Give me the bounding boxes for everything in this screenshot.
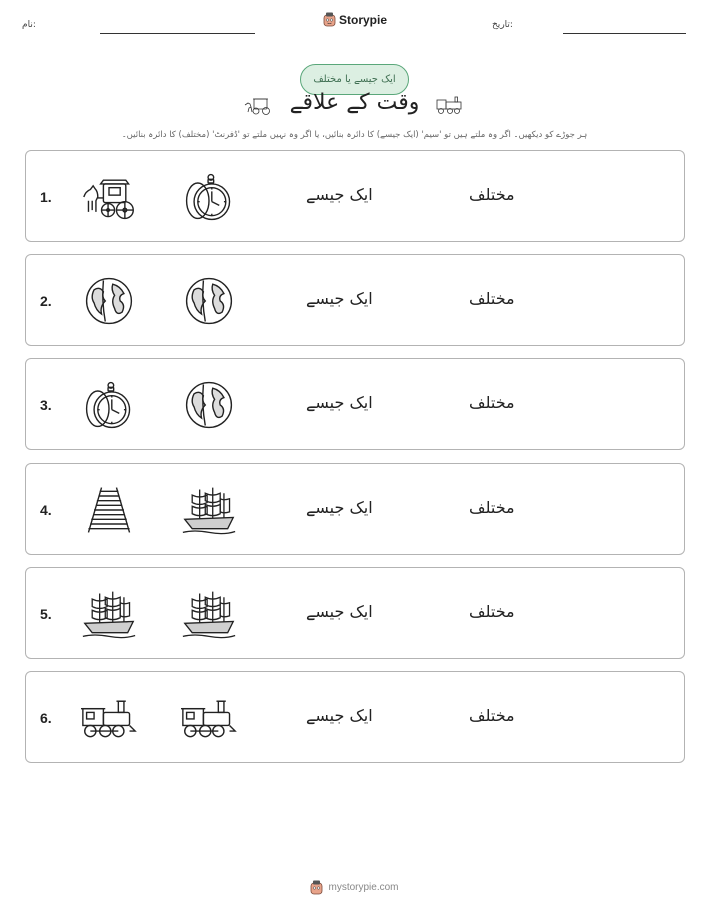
question-row [25, 463, 685, 555]
question-row [25, 567, 685, 659]
railway-track-icon [81, 484, 137, 536]
sailing-ship-icon [81, 588, 137, 640]
worksheet-type-badge: ایک جیسے یا مختلف [300, 64, 409, 95]
steam-train-icon [435, 94, 465, 116]
same-option[interactable]: ایک جیسے [306, 185, 373, 204]
name-field[interactable] [100, 33, 255, 34]
question-row [25, 671, 685, 763]
date-field[interactable] [563, 33, 686, 34]
same-option[interactable]: ایک جیسے [306, 497, 373, 517]
brand-name: Storypie [339, 12, 388, 27]
globe-icon [81, 275, 137, 327]
globe-icon [181, 275, 237, 327]
globe-icon [181, 379, 237, 431]
steam-train-icon [81, 692, 137, 744]
same-option[interactable]: ایک جیسے [306, 289, 373, 309]
steam-train-icon [181, 692, 237, 744]
different-option[interactable]: مختلف [469, 289, 515, 309]
date-label: تاریخ: [492, 20, 513, 30]
footer [0, 880, 709, 895]
same-option[interactable]: ایک جیسے [306, 393, 373, 413]
same-option[interactable]: ایک جیسے [306, 601, 373, 621]
instructions-text: ہر جوڑے کو دیکھیں۔ اگر وہ ملتے ہیں تو 'سیم' (ایک جیسے) کا دائرہ بنائیں، یا اگر وہ نہیں ملتے تو 'ڈفرنٹ' (مختلف) کا دائرہ بنائیں۔ [121, 130, 588, 140]
mascot-icon [323, 12, 336, 27]
different-option[interactable]: مختلف [469, 601, 515, 621]
different-option[interactable]: مختلف [469, 497, 515, 517]
same-option[interactable]: ایک جیسے [306, 706, 373, 725]
different-option[interactable]: مختلف [469, 185, 515, 204]
footer-url[interactable]: mystorypie.com [328, 882, 399, 893]
sailing-ship-icon [181, 484, 237, 536]
question-number: 2. [40, 293, 52, 310]
mascot-icon [310, 880, 323, 895]
different-option[interactable]: مختلف [469, 706, 515, 725]
question-number: 3. [40, 397, 52, 414]
question-number: 1. [40, 189, 52, 205]
question-row [25, 150, 685, 242]
question-number: 5. [40, 605, 52, 622]
sailing-ship-icon [181, 588, 237, 640]
name-label: نام: [22, 20, 36, 30]
question-row [25, 358, 685, 450]
question-number: 4. [40, 501, 52, 518]
pocket-watch-icon [181, 171, 237, 223]
different-option[interactable]: مختلف [469, 393, 515, 413]
page-title: وقت کے علاقے [289, 90, 420, 115]
question-row [25, 254, 685, 346]
pocket-watch-icon [81, 379, 137, 431]
horse-carriage-icon [81, 171, 137, 223]
question-number: 6. [40, 710, 52, 726]
brand-logo [323, 12, 387, 27]
